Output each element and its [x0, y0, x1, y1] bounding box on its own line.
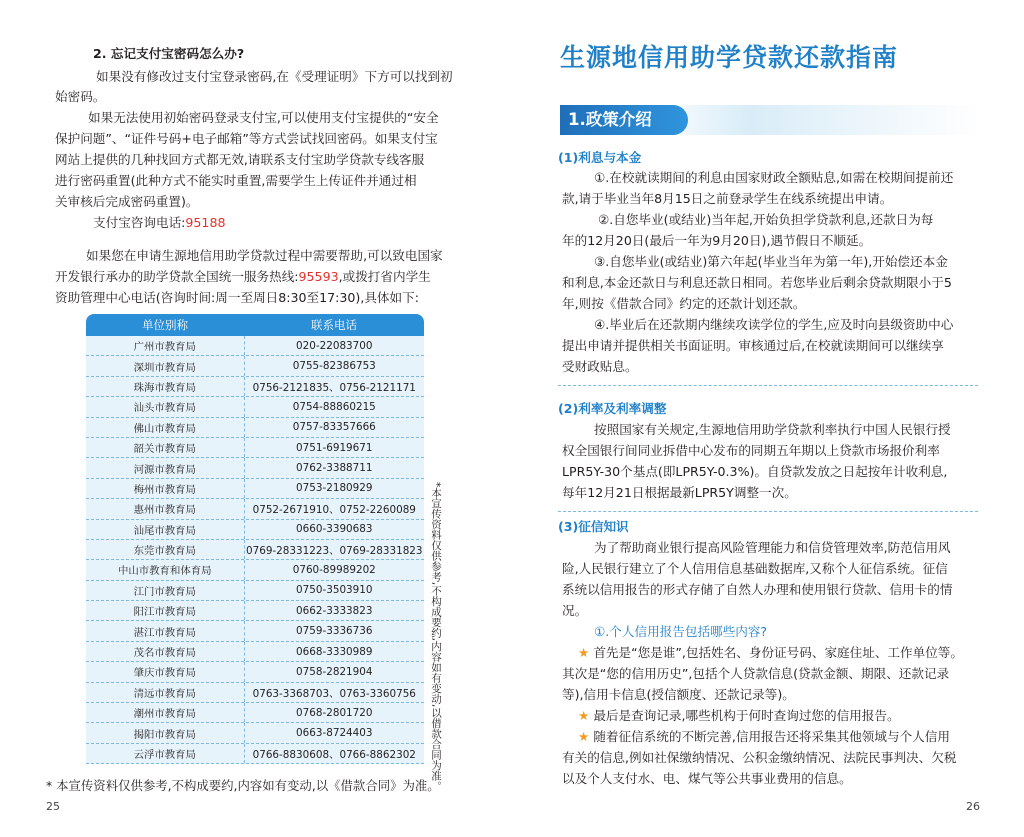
- unit-name: 河源市教育局: [133, 463, 196, 476]
- section-banner: [560, 105, 980, 135]
- table-row: [86, 581, 424, 601]
- q2-p2-line5: 关审核后完成密码重置)。: [55, 194, 199, 209]
- table-row: [86, 703, 424, 723]
- unit-name: 肇庆市教育局: [133, 667, 196, 680]
- table-row: [86, 601, 424, 621]
- table-row: [86, 621, 424, 641]
- table-row: [86, 723, 424, 743]
- table-row: [86, 520, 424, 540]
- service-hotline-number: 95593: [298, 269, 339, 284]
- s1-line7: 年,则按《借款合同》约定的还款计划还款。: [562, 296, 806, 311]
- table-row: [86, 438, 424, 458]
- divider-1: [558, 385, 978, 386]
- unit-name: 阳江市教育局: [133, 606, 196, 619]
- hotline-number: 95188: [185, 215, 226, 230]
- table-row: [86, 642, 424, 662]
- phone-number: 0755-82386753: [244, 356, 424, 375]
- header-phone: 联系电话: [311, 318, 357, 332]
- unit-name: 汕头市教育局: [133, 402, 196, 415]
- unit-name: 珠海市教育局: [133, 381, 196, 394]
- unit-name: 茂名市教育局: [133, 647, 196, 660]
- unit-name: 汕尾市教育局: [133, 524, 196, 537]
- table-row: [86, 744, 424, 764]
- s3-question: ①.个人信用报告包括哪些内容?: [594, 624, 768, 639]
- contact-table: [86, 314, 424, 764]
- phone-number: 0750-3503910: [244, 581, 424, 600]
- star-icon: ★: [578, 708, 590, 723]
- unit-name: 深圳市教育局: [133, 361, 196, 374]
- s3-item2-text: 最后是查询记录,哪些机构于何时查询过您的信用报告。: [593, 708, 900, 723]
- table-row: [86, 356, 424, 376]
- q2-p2-line1: 如果无法使用初始密码登录支付宝,可以使用支付宝提供的“安全: [88, 110, 439, 125]
- hotline-label: 支付宝咨询电话:: [93, 215, 186, 230]
- s2-line1: 按照国家有关规定,生源地信用助学贷款利率执行中国人民银行授: [594, 422, 951, 437]
- banner-label: 1.政策介绍: [560, 105, 688, 135]
- phone-number: 0662-3333823: [244, 601, 424, 620]
- help-line2-tail: ,或拨打省内学生: [338, 269, 431, 284]
- phone-number: 0760-89989202: [244, 560, 424, 579]
- s3-line2: 险,人民银行建立了个人信用信息基础数据库,又称个人征信系统。征信: [562, 561, 948, 576]
- phone-number: 0751-6919671: [244, 438, 424, 457]
- phone-number: 0766-8830608、0766-8862302: [244, 744, 424, 763]
- phone-number: 0763-3368703、0763-3360756: [244, 683, 424, 702]
- s3-item2: [578, 706, 900, 727]
- footnote: * 本宣传资料仅供参考,不构成要约,内容如有变动,以《借款合同》为准。: [46, 778, 440, 793]
- s1-line4: 年的12月20日(最后一年为9月20日),遇节假日不顺延。: [562, 233, 872, 248]
- q2-p1-line1: 如果没有修改过支付宝登录密码,在《受理证明》下方可以找到初: [96, 69, 453, 84]
- unit-name: 江门市教育局: [133, 585, 196, 598]
- hotline: [93, 213, 225, 234]
- s3-item3-cont2: 以及个人支付水、电、煤气等公共事业费用的信息。: [562, 771, 852, 786]
- phone-number: 0759-3336736: [244, 621, 424, 640]
- s3-line4: 况。: [562, 603, 588, 618]
- s3-item1-cont2: 等),信用卡信息(授信额度、还款记录等)。: [562, 687, 795, 702]
- table-row: [86, 683, 424, 703]
- s1-line6: 和利息,本金还款日与利息还款日相同。若您毕业后剩余贷款期限小于5: [562, 275, 952, 290]
- table-row: [86, 560, 424, 580]
- unit-name: 中山市教育和体育局: [118, 565, 212, 578]
- phone-number: 0663-8724403: [244, 723, 424, 742]
- vertical-note: *本宣传资料仅供参考,不构成要约,内容如有变动,以借款合同为准。: [430, 482, 442, 792]
- s3-item1-text: 首先是“您是谁”,包括姓名、身份证号码、家庭住址、工作单位等。: [593, 645, 963, 660]
- phone-number: 0752-2671910、0752-2260089: [244, 499, 424, 518]
- s2-line3: LPR5Y-30个基点(即LPR5Y-0.3%)。自贷款发放之日起按年计收利息,: [562, 464, 948, 479]
- s3-line3: 系统以信用报告的形式存储了自然人办理和使用银行贷款、信用卡的情: [562, 582, 953, 597]
- table-body: [86, 336, 424, 764]
- unit-name: 东莞市教育局: [133, 545, 196, 558]
- table-header: [86, 314, 424, 336]
- page-number-right: 26: [966, 800, 980, 813]
- phone-number: 0762-3388711: [244, 458, 424, 477]
- s3-item3: [578, 727, 950, 748]
- s1-line2: 款,请于毕业当年8月15日之前登录学生在线系统提出申请。: [562, 191, 893, 206]
- phone-number: 0754-88860215: [244, 397, 424, 416]
- phone-number: 0668-3330989: [244, 642, 424, 661]
- s3-line1: 为了帮助商业银行提高风险管理能力和信贷管理效率,防范信用风: [594, 540, 951, 555]
- table-row: [86, 540, 424, 560]
- phone-number: 0753-2180929: [244, 479, 424, 498]
- section1-title: (1)利息与本金: [558, 150, 642, 165]
- s1-line3: ②.自您毕业(或结业)当年起,开始负担学贷款利息,还款日为每: [598, 212, 934, 227]
- help-line1: 如果您在申请生源地信用助学贷款过程中需要帮助,可以致电国家: [86, 248, 443, 263]
- unit-name: 广州市教育局: [133, 341, 196, 354]
- star-icon: ★: [578, 729, 590, 744]
- s1-line5: ③.自您毕业(或结业)第六年起(毕业当年为第一年),开始偿还本金: [594, 254, 948, 269]
- q2-p1-line2: 始密码。: [55, 89, 106, 104]
- s1-line1: ①.在校就读期间的利息由国家财政全额贴息,如需在校期间提前还: [594, 170, 954, 185]
- help-line2-text: 开发银行承办的助学贷款全国统一服务热线:: [55, 269, 299, 284]
- q2-p2-line2: 保护问题”、“证件号码+电子邮箱”等方式尝试找回密码。如果支付宝: [55, 131, 438, 146]
- section2-title: (2)利率及利率调整: [558, 401, 667, 416]
- unit-name: 湛江市教育局: [133, 626, 196, 639]
- table-row: [86, 377, 424, 397]
- star-icon: ★: [578, 645, 590, 660]
- phone-number: 0769-28331223、0769-28331823: [244, 540, 424, 559]
- s2-line2: 权全国银行间同业拆借中心发布的同期五年期以上贷款市场报价利率: [562, 443, 940, 458]
- table-row: [86, 499, 424, 519]
- help-line2: [55, 267, 431, 288]
- table-row: [86, 418, 424, 438]
- table-row: [86, 458, 424, 478]
- page-number-left: 25: [46, 800, 60, 813]
- phone-number: 0758-2821904: [244, 662, 424, 681]
- phone-number: 0756-2121835、0756-2121171: [244, 377, 424, 396]
- unit-name: 揭阳市教育局: [133, 728, 196, 741]
- phone-number: 0768-2801720: [244, 703, 424, 722]
- q2-title: 2. 忘记支付宝密码怎么办?: [93, 46, 245, 61]
- table-row: [86, 662, 424, 682]
- s3-item1: [578, 643, 963, 664]
- unit-name: 清远市教育局: [133, 687, 196, 700]
- q2-p2-line4: 进行密码重置(此种方式不能实时重置,需要学生上传证件并通过相: [55, 173, 417, 188]
- s2-line4: 每年12月21日根据最新LPR5Y调整一次。: [562, 485, 797, 500]
- s3-item3-text: 随着征信系统的不断完善,信用报告还将采集其他领域与个人信用: [593, 729, 950, 744]
- divider-2: [558, 511, 978, 512]
- s3-item1-cont1: 其次是“您的信用历史”,包括个人贷款信息(贷款金额、期限、还款记录: [562, 666, 950, 681]
- phone-number: 0757-83357666: [244, 418, 424, 437]
- table-row: [86, 397, 424, 417]
- unit-name: 佛山市教育局: [133, 422, 196, 435]
- s1-line8: ④.毕业后在还款期内继续攻读学位的学生,应及时向县级资助中心: [594, 317, 954, 332]
- unit-name: 云浮市教育局: [133, 749, 196, 761]
- header-unit: 单位别称: [142, 318, 188, 332]
- s1-line10: 受财政贴息。: [562, 359, 638, 374]
- page-title: 生源地信用助学贷款还款指南: [560, 43, 899, 72]
- q2-p2-line3: 网站上提供的几种找回方式都无效,请联系支付宝助学贷款专线客服: [55, 152, 425, 167]
- table-row: [86, 479, 424, 499]
- section3-title: (3)征信知识: [558, 519, 629, 534]
- unit-name: 梅州市教育局: [133, 483, 196, 496]
- unit-name: 潮州市教育局: [133, 708, 196, 721]
- unit-name: 韶关市教育局: [133, 443, 196, 456]
- s1-line9: 提出申请并提供相关书面证明。审核通过后,在校就读期间可以继续享: [562, 338, 944, 353]
- table-row: [86, 336, 424, 356]
- s3-item3-cont1: 有关的信息,例如社保缴纳情况、公积金缴纳情况、法院民事判决、欠税: [562, 750, 957, 765]
- unit-name: 惠州市教育局: [133, 504, 196, 517]
- phone-number: 020-22083700: [244, 336, 424, 355]
- phone-number: 0660-3390683: [244, 520, 424, 539]
- help-line3: 资助管理中心电话(咨询时间:周一至周日8:30至17:30),具体如下:: [55, 290, 419, 305]
